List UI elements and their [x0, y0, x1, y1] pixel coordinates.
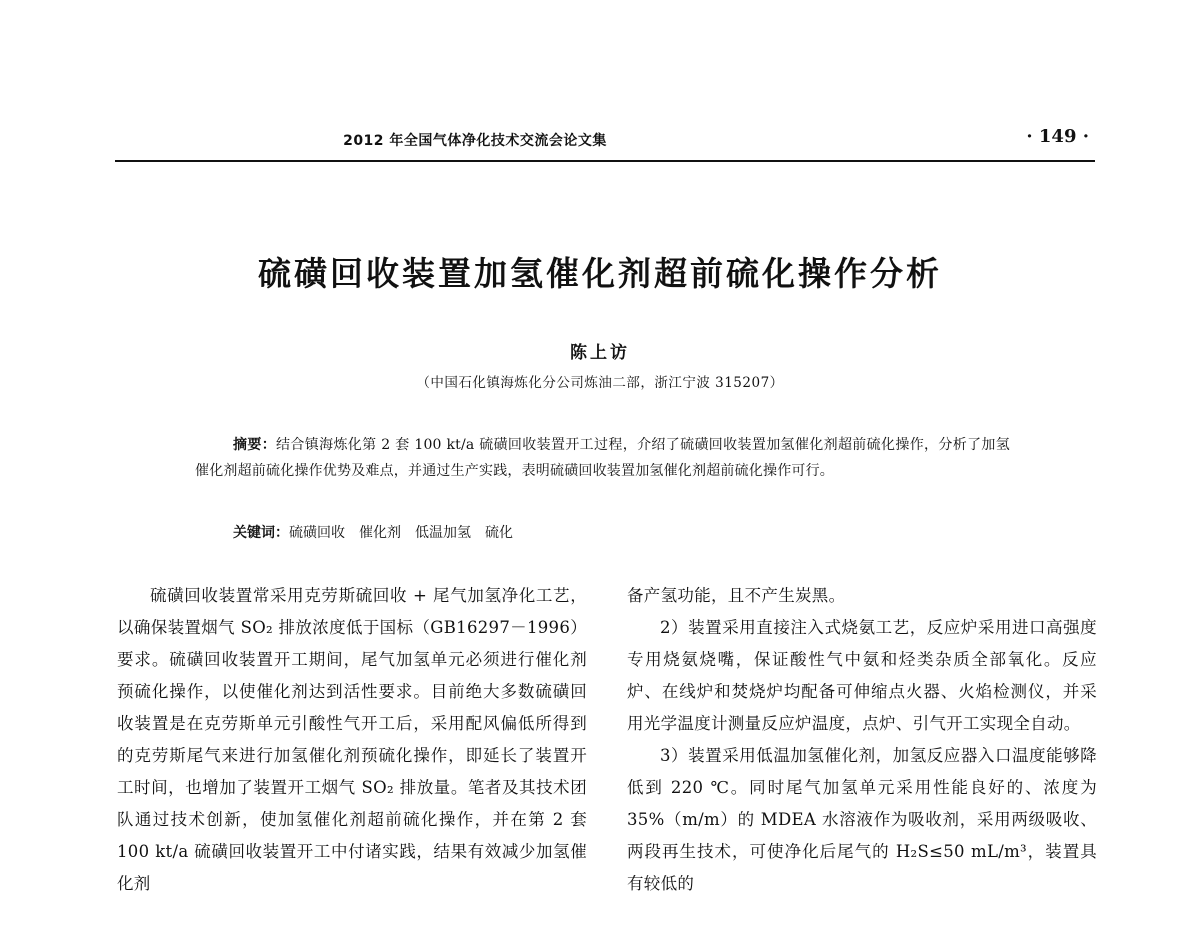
- keyword-item: 硫化: [485, 525, 513, 541]
- keyword-item: 硫磺回收: [289, 525, 345, 541]
- keyword-item: 催化剂: [359, 525, 401, 541]
- paper-title: 硫磺回收装置加氢催化剂超前硫化操作分析: [258, 254, 942, 293]
- body-column-left: [117, 580, 587, 900]
- author-name: 陈上访: [570, 343, 630, 363]
- keywords-label: 关键词：: [233, 525, 289, 541]
- author-affiliation: （中国石化镇海炼化分公司炼油二部，浙江宁波 315207）: [416, 375, 784, 391]
- keywords: [233, 521, 527, 545]
- abstract: [195, 432, 1010, 484]
- body-paragraph: 硫磺回收装置常采用克劳斯硫回收 + 尾气加氢净化工艺，以确保装置烟气 SO₂ 排放浓度低于国标（GB16297－1996）要求。硫磺回收装置开工期间，尾气加氢单元必须进行催化剂预硫化操作，以使催化剂达到活性要求。目前绝大多数硫磺回收装置是在克劳斯单元引酸性气开工后，采用配风偏低所得到的克劳斯尾气来进行加氢催化剂预硫化操作，即延长了装置开工时间，也增加了装置开工烟气 SO₂ 排放量。笔者及其技术团队通过技术创新，使加氢催化剂超前硫化操作，并在第 2 套 100 kt/a 硫磺回收装置开工中付诸实践，结果有效减少加氢催化剂: [117, 586, 587, 893]
- page-number: · 149 ·: [1026, 126, 1089, 147]
- body-column-right: [627, 580, 1097, 900]
- body-paragraph-continuation: 备产氢功能，且不产生炭黑。: [627, 586, 846, 605]
- body-paragraph: 3）装置采用低温加氢催化剂，加氢反应器入口温度能够降低到 220 ℃。同时尾气加氢单元采用性能良好的、浓度为 35%（m/m）的 MDEA 水溶液作为吸收剂，采用两级吸收、两段再生技术，可使净化后尾气的 H₂S≤50 mL/m³，装置具有较低的: [627, 746, 1097, 893]
- journal-title: 2012 年全国气体净化技术交流会论文集: [343, 133, 607, 149]
- abstract-text: 结合镇海炼化第 2 套 100 kt/a 硫磺回收装置开工过程，介绍了硫磺回收装置加氢催化剂超前硫化操作，分析了加氢催化剂超前硫化操作优势及难点，并通过生产实践，表明硫磺回收装置加氢催化剂超前硫化操作可行。: [195, 437, 1010, 479]
- body-paragraph: 2）装置采用直接注入式烧氨工艺，反应炉采用进口高强度专用烧氨烧嘴，保证酸性气中氨和烃类杂质全部氧化。反应炉、在线炉和焚烧炉均配备可伸缩点火器、火焰检测仪，并采用光学温度计测量反应炉温度，点炉、引气开工实现全自动。: [627, 618, 1097, 733]
- keyword-item: 低温加氢: [415, 525, 471, 541]
- header-rule: [115, 160, 1095, 162]
- abstract-label: 摘要：: [233, 437, 277, 453]
- running-header: [115, 126, 1095, 156]
